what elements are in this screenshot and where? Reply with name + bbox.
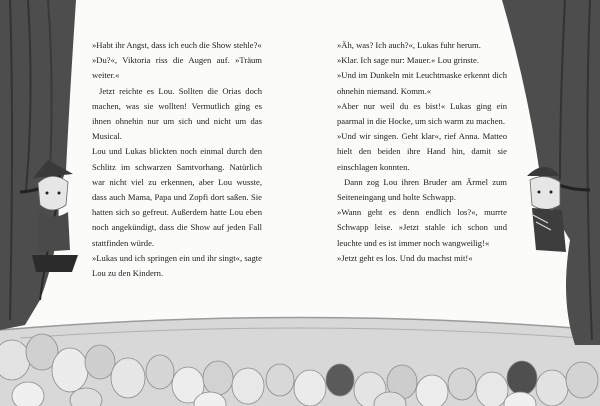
right-page-text — [337, 38, 507, 266]
paragraph: »Aber nur weil du es bist!« Lukas ging ein paarmal in die Hocke, um sich warm zu machen. — [337, 100, 507, 127]
paragraph: »Jetzt geht es los. Und du machst mit!« — [337, 252, 473, 263]
paragraph: »Äh, was? Ich auch?«, Lukas fuhr herum. — [337, 40, 481, 50]
paragraph: »Lukas und ich springen ein und ihr singt«, sagte Lou zu den Kindern. — [92, 252, 262, 279]
paragraph: »Klar. Ich sage nur: Mauer.« Lou grinste. — [337, 55, 479, 66]
left-curtain — [0, 0, 76, 330]
paragraph: Jetzt reichte es Lou. Sollten die Orias doch machen, was sie wollten! Vermutlich ging es ihnen ohnehin nur um sich und nicht um das Musical. — [92, 85, 262, 142]
paragraph: »Wann geht es denn endlich los?«, murrte Schwapp leise. »Jetzt stahle ich schon und leuchte und es ist immer noch wangweilig!« — [337, 207, 507, 248]
paragraph: »Und im Dunkeln mit Leuchtmaske erkennt dich ohnehin niemand. Komm.« — [337, 70, 507, 96]
left-page-text — [92, 38, 262, 281]
paragraph: »Du?«, Viktoria riss die Augen auf. »Träum weiter.« — [92, 55, 262, 81]
paragraph: Dann zog Lou ihren Bruder am Ärmel zum Seiteneingang und holte Schwapp. — [337, 176, 507, 203]
paragraph: »Und wir singen. Geht klar«, rief Anna. Matteo hielt den beiden ihre Hand hin, damit sie einschlagen konnten. — [337, 131, 507, 172]
paragraph: »Habt ihr Angst, dass ich euch die Show stehle?« — [92, 40, 262, 50]
paragraph: Lou und Lukas blickten noch einmal durch den Schlitz im schwarzen Samtvorhang. Natürlich war nicht viel zu erkennen, aber Lou wusste, dass auch Mama, Papa und Zopfi dort saßen. Sie hatten sich so gefreut. Außerdem hatte Lou eben noch angekündigt, dass die Show auf jeden Fall stattfinden würde. — [92, 146, 262, 248]
